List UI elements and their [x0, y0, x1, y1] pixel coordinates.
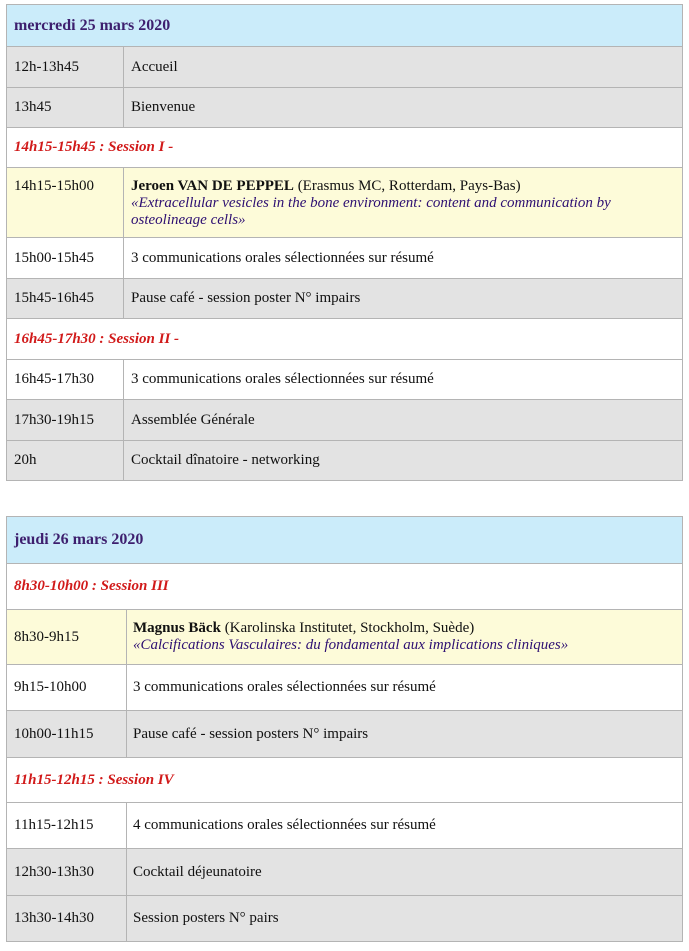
- schedule-day-1: [6, 4, 683, 481]
- session-row: [7, 128, 683, 168]
- keynote-cell: [124, 168, 683, 238]
- keynote-row: [7, 610, 683, 665]
- table-row: [7, 803, 683, 849]
- speaker-name: Jeroen VAN DE PEPPEL: [131, 178, 294, 194]
- table-row: [7, 711, 683, 758]
- activity-cell: Cocktail dînatoire - networking: [124, 441, 683, 481]
- table-row: [7, 360, 683, 400]
- activity-cell: Accueil: [124, 47, 683, 88]
- activity-cell: Session posters N° pairs: [127, 896, 683, 942]
- table-row: [7, 88, 683, 128]
- time-cell: 12h-13h45: [7, 47, 124, 88]
- day-header: [7, 517, 683, 564]
- table-row: [7, 238, 683, 279]
- table-row: [7, 896, 683, 942]
- time-cell: 9h15-10h00: [7, 665, 127, 711]
- table-row: [7, 279, 683, 319]
- time-cell: 14h15-15h00: [7, 168, 124, 238]
- keynote-cell: [127, 610, 683, 665]
- activity-cell: 4 communications orales sélectionnées sur résumé: [127, 803, 683, 849]
- table-row: [7, 849, 683, 896]
- day-date: mercredi 25 mars 2020: [7, 5, 683, 47]
- speaker-affiliation: (Erasmus MC, Rotterdam, Pays-Bas): [293, 178, 521, 194]
- activity-cell: 3 communications orales sélectionnées sur résumé: [124, 360, 683, 400]
- day-header: [7, 5, 683, 47]
- activity-cell: Assemblée Générale: [124, 400, 683, 441]
- time-cell: 11h15-12h15: [7, 803, 127, 849]
- keynote-row: [7, 168, 683, 238]
- time-cell: 12h30-13h30: [7, 849, 127, 896]
- session-row: [7, 758, 683, 803]
- time-cell: 8h30-9h15: [7, 610, 127, 665]
- session-row: [7, 564, 683, 610]
- activity-cell: Pause café - session poster N° impairs: [124, 279, 683, 319]
- schedule-day-2: [6, 516, 683, 942]
- time-cell: 13h30-14h30: [7, 896, 127, 942]
- talk-title: «Extracellular vesicles in the bone environment: content and communication by osteolineage cells»: [131, 195, 611, 228]
- activity-cell: Cocktail déjeunatoire: [127, 849, 683, 896]
- time-cell: 17h30-19h15: [7, 400, 124, 441]
- session-title: 11h15-12h15 : Session IV: [7, 758, 683, 803]
- session-title: 14h15-15h45 : Session I -: [7, 128, 683, 168]
- session-title: 16h45-17h30 : Session II -: [7, 319, 683, 360]
- day-date: jeudi 26 mars 2020: [7, 517, 683, 564]
- table-row: [7, 400, 683, 441]
- talk-title: «Calcifications Vasculaires: du fondamental aux implications cliniques»: [133, 637, 569, 653]
- time-cell: 16h45-17h30: [7, 360, 124, 400]
- time-cell: 13h45: [7, 88, 124, 128]
- table-row: [7, 441, 683, 481]
- session-row: [7, 319, 683, 360]
- time-cell: 15h45-16h45: [7, 279, 124, 319]
- activity-cell: Bienvenue: [124, 88, 683, 128]
- table-row: [7, 665, 683, 711]
- speaker-name: Magnus Bäck: [133, 620, 221, 636]
- time-cell: 20h: [7, 441, 124, 481]
- activity-cell: Pause café - session posters N° impairs: [127, 711, 683, 758]
- time-cell: 15h00-15h45: [7, 238, 124, 279]
- session-title: 8h30-10h00 : Session III: [7, 564, 683, 610]
- activity-cell: 3 communications orales sélectionnées sur résumé: [127, 665, 683, 711]
- speaker-affiliation: (Karolinska Institutet, Stockholm, Suède): [220, 620, 475, 636]
- activity-cell: 3 communications orales sélectionnées sur résumé: [124, 238, 683, 279]
- time-cell: 10h00-11h15: [7, 711, 127, 758]
- table-row: [7, 47, 683, 88]
